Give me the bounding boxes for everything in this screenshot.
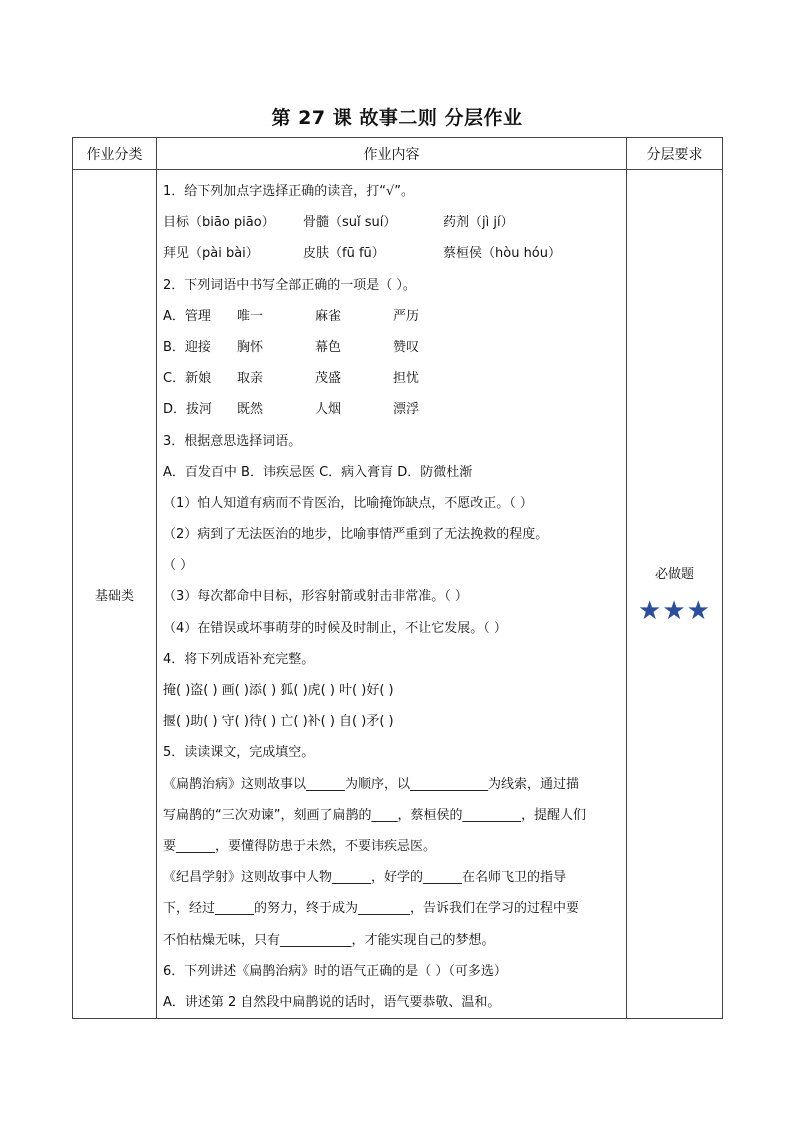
option-word: 赞叹 bbox=[393, 339, 420, 355]
question-6: 6．下列讲述《扁鹊治病》时的语气正确的是（ ）（可多选） bbox=[163, 963, 507, 979]
header-category: 作业分类 bbox=[73, 138, 157, 170]
fill-line: 要______，要懂得防患于未然，不要讳疾忌医。 bbox=[163, 838, 437, 854]
fill-line: 不怕枯燥无味，只有___________，才能实现自己的梦想。 bbox=[163, 932, 495, 948]
fill-line: 《纪昌学射》这则故事中人物______，好学的______在名师飞卫的指导 bbox=[163, 870, 567, 886]
option-row-a bbox=[163, 301, 620, 332]
header-requirement: 分层要求 bbox=[627, 138, 723, 170]
question-1: 1．给下列加点字选择正确的读音，打“√”。 bbox=[163, 184, 415, 199]
three-stars-icon: ★★★ bbox=[638, 595, 711, 626]
required-label: 必做题 bbox=[654, 566, 694, 582]
question-5: 5．读读课文，完成填空。 bbox=[163, 745, 315, 761]
option-word: C．新娘 bbox=[163, 371, 212, 387]
option-word: 漂浮 bbox=[393, 402, 420, 418]
pinyin-item: 药剂（jì jí） bbox=[443, 215, 514, 231]
pinyin-item: 骨髓（suǐ suí） bbox=[303, 215, 397, 231]
question-3-item: （1）怕人知道有病而不肯医治，比喻掩饰缺点，不愿改正。（ ） bbox=[163, 495, 533, 511]
table-row bbox=[73, 170, 723, 1019]
homework-table bbox=[72, 137, 723, 1019]
option-row-c bbox=[163, 363, 620, 394]
option-word: 茂盛 bbox=[315, 371, 342, 387]
requirement-cell bbox=[627, 170, 723, 1019]
idiom-row-2: 揠( )助( ) 守( )待( ) 亡( )补( ) 自( )矛( ) bbox=[163, 714, 394, 730]
pinyin-item: 目标（biāo piāo） bbox=[163, 215, 275, 231]
pinyin-row-1 bbox=[163, 207, 620, 238]
option-word: 麻雀 bbox=[315, 308, 342, 324]
question-3-item: （3）每次都命中目标，形容射箭或射击非常准。（ ） bbox=[163, 589, 468, 605]
category-cell: 基础类 bbox=[73, 170, 157, 1019]
option-word: D．拔河 bbox=[163, 402, 213, 418]
pinyin-item: 拜见（pài bài） bbox=[163, 246, 259, 262]
option-word: 严历 bbox=[393, 308, 420, 324]
option-row-d bbox=[163, 394, 620, 425]
header-content: 作业内容 bbox=[157, 138, 627, 170]
option-word: 幕色 bbox=[315, 339, 342, 355]
table-header-row bbox=[73, 138, 723, 170]
option-word: 人烟 bbox=[315, 402, 342, 418]
question-4: 4．将下列成语补充完整。 bbox=[163, 651, 315, 667]
idiom-row-1: 掩( )盗( ) 画( )添( ) 狐( )虎( ) 叶( )好( ) bbox=[163, 683, 394, 698]
fill-line: 下，经过______的努力，终于成为________，告诉我们在学习的过程中要 bbox=[163, 901, 580, 917]
question-3-item: （2）病到了无法医治的地步，比喻事情严重到了无法挽救的程度。 bbox=[163, 527, 549, 543]
question-2: 2．下列词语中书写全部正确的一项是（ ）。 bbox=[163, 277, 416, 293]
pinyin-row-2 bbox=[163, 238, 620, 269]
question-3-choices: A．百发百中 B．讳疾忌医 C．病入膏肓 D．防微杜渐 bbox=[163, 464, 473, 480]
content-cell bbox=[157, 170, 627, 1019]
option-word: 胸怀 bbox=[237, 339, 264, 355]
option-word: 取亲 bbox=[237, 371, 264, 387]
option-word: 唯一 bbox=[237, 308, 264, 324]
question-3-item: （4）在错误或坏事萌芽的时候及时制止，不让它发展。（ ） bbox=[163, 620, 507, 636]
pinyin-item: 皮肤（fū fū） bbox=[303, 246, 385, 262]
option-word: 既然 bbox=[237, 402, 264, 418]
pinyin-item: 蔡桓侯（hòu hóu） bbox=[443, 246, 561, 262]
question-3: 3．根据意思选择词语。 bbox=[163, 433, 302, 449]
option-word: B．迎接 bbox=[163, 339, 211, 355]
question-6-option-a: A．讲述第 2 自然段中扁鹊说的话时，语气要恭敬、温和。 bbox=[163, 994, 501, 1010]
fill-line: 写扁鹊的“三次劝谏”，刻画了扁鹊的____，蔡桓侯的_________，提醒人们 bbox=[163, 807, 586, 823]
option-row-b bbox=[163, 332, 620, 363]
fill-line: 《扁鹊治病》这则故事以______为顺序，以____________为线索，通过描 bbox=[163, 776, 580, 792]
option-word: A．管理 bbox=[163, 308, 211, 324]
option-word: 担忧 bbox=[393, 371, 420, 387]
question-3-item: （ ） bbox=[163, 558, 194, 574]
page-title: 第 27 课 故事二则 分层作业 bbox=[271, 107, 523, 129]
